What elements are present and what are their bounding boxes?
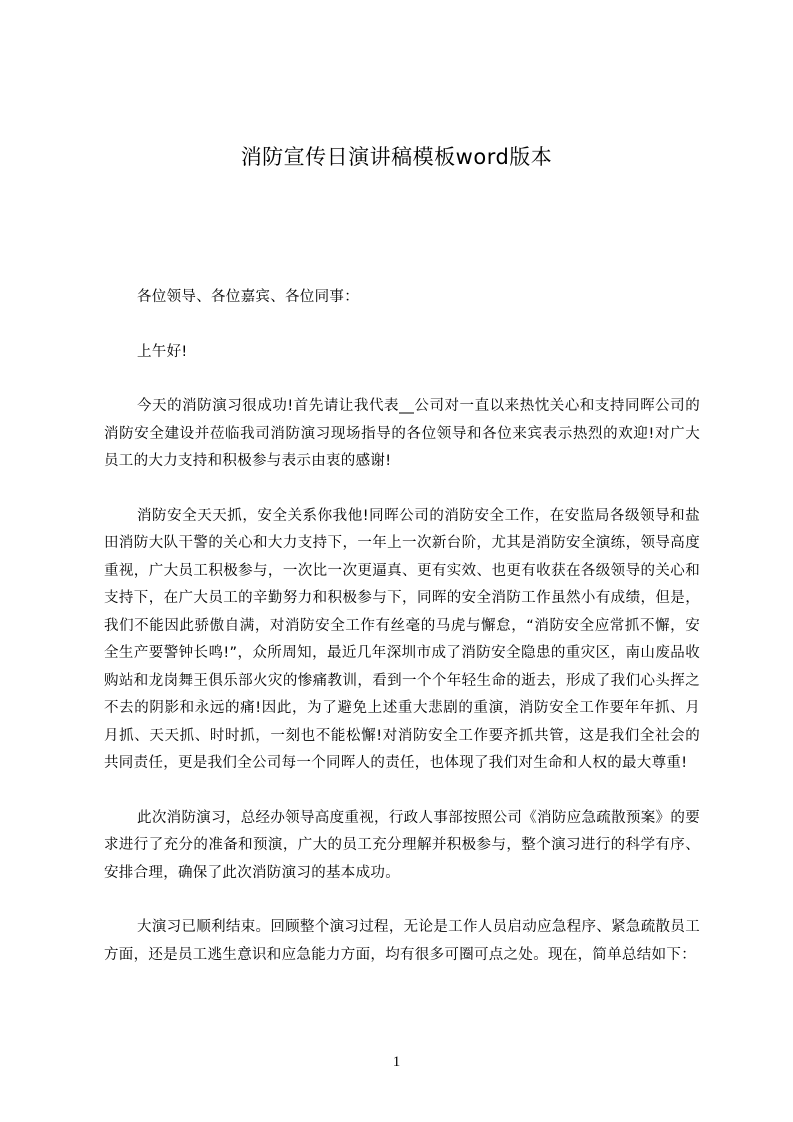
- greeting: 上午好!: [137, 343, 188, 360]
- document-body: [104, 284, 700, 996]
- paragraph-welcome: 今天的消防演习很成功!首先请让我代表__公司对一直以来热忱关心和支持同晖公司的消防安全建设并莅临我司消防演习现场指导的各位领导和各位来宾表示热烈的欢迎!对广大员工的大力支持和积极参与表示由衷的感谢!: [104, 398, 700, 469]
- paragraph-drill: 此次消防演习，总经办领导高度重视，行政人事部按照公司《消防应急疏散预案》的要求进行了充分的准备和预演，广大的员工充分理解并积极参与，整个演习进行的科学有序、安排合理，确保了此次消防演习的基本成功。: [104, 809, 700, 881]
- page-number: 1: [392, 1054, 401, 1070]
- paragraph-summary: 大演习已顺利结束。回顾整个演习过程，无论是工作人员启动应急程序、紧急疏散员工方面，还是员工逃生意识和应急能力方面，均有很多可圈可点之处。现在，简单总结如下：: [104, 919, 700, 963]
- document-title: 消防宣传日演讲稿模板word版本: [240, 145, 553, 169]
- salutation: 各位领导、各位嘉宾、各位同事：: [137, 289, 359, 305]
- paragraph-safety: 消防安全天天抓，安全关系你我他!同晖公司的消防安全工作，在安监局各级领导和盐田消防大队干警的关心和大力支持下，一年上一次新台阶，尤其是消防安全演练，领导高度重视，广大员工积极参与，一次比一次更逼真、更有实效、也更有收获在各级领导的关心和支持下，在广大员工的辛勤努力和积极参与下，同晖的安全消防工作虽然小有成绩，但是，我们不能因此骄傲自满，对消防安全工作有丝毫的马虎与懈怠，“消防安全应常抓不懈，安全生产要警钟长鸣!”，众所周知，最近几年深圳市成了消防安全隐患的重灾区，南山废品收购站和龙岗舞王俱乐部火灾的惨痛教训，看到一个个年轻生命的逝去，形成了我们心头挥之不去的阴影和永远的痛!因此，为了避免上述重大悲剧的重演，消防安全工作要年年抓、月月抓、天天抓、时时抓，一刻也不能松懈!对消防安全工作要齐抓共管，这是我们全社会的共同责任，更是我们全公司每一个同晖人的责任，也体现了我们对生命和人权的最大尊重!: [104, 507, 700, 771]
